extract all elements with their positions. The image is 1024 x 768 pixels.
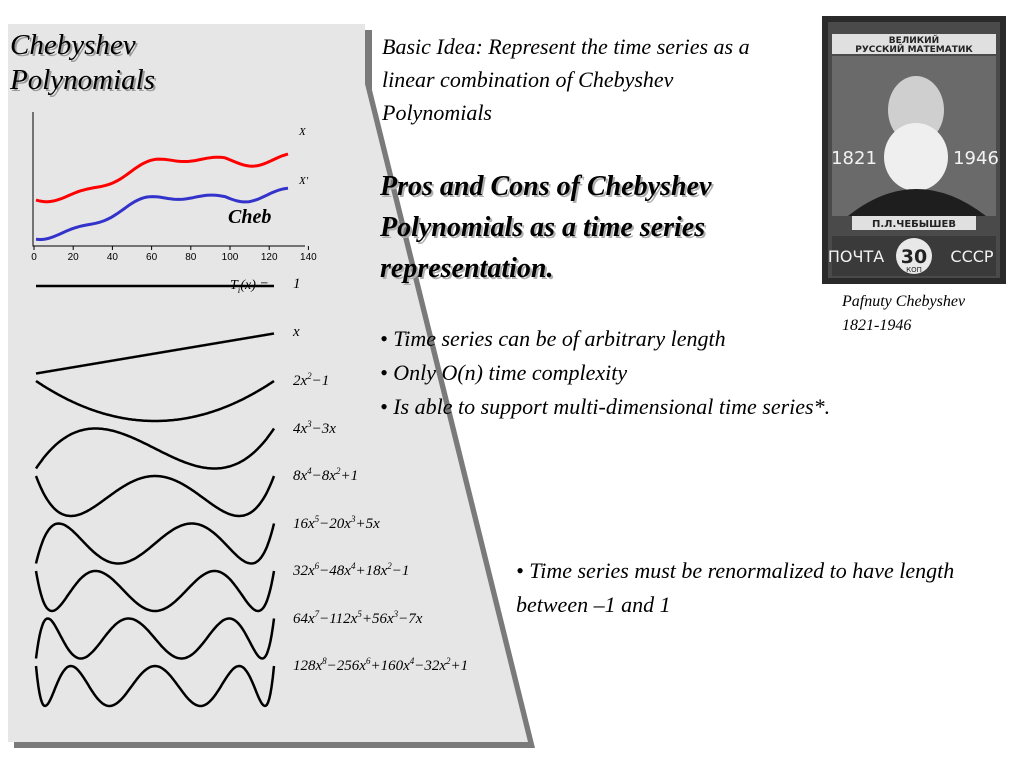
legend-x-prime: X' xyxy=(299,175,309,187)
basic-idea-text: Basic Idea: Represent the time series as a linear combination of Chebyshev Polynomials xyxy=(382,34,750,125)
stamp-bottom-right: СССР xyxy=(950,247,994,266)
x-tick-label: 60 xyxy=(146,252,158,263)
polynomial-formula-t8: $128x^8-256x^6+160x^4-32x^2+1$ xyxy=(293,656,469,674)
pros-bullet-list xyxy=(380,322,840,424)
pros-cons-heading: Pros and Cons of Chebyshev Polynomials as a time series representation. xyxy=(380,171,712,284)
x-tick-label: 0 xyxy=(31,252,37,263)
x-tick-label: 20 xyxy=(67,252,79,263)
polynomial-header: $T_i(x)$ = xyxy=(230,278,269,295)
x-tick-label: 100 xyxy=(221,252,239,263)
stamp-value-unit: КОП xyxy=(906,266,922,274)
caption-years: 1821-1946 xyxy=(842,317,912,334)
stamp-top-line2: РУССКИЙ МАТЕМАТИК xyxy=(855,45,973,55)
polynomial-formula-t3: $4x^3-3x$ xyxy=(293,418,336,437)
bullet-time-complexity: • Only O(n) time complexity xyxy=(380,360,628,385)
chebyshev-stamp-portrait xyxy=(818,12,1010,288)
polynomial-formula-t5: $16x^5-20x^3+5x$ xyxy=(293,513,380,532)
stamp-value: 30 xyxy=(900,246,928,268)
bullet-multidimensional: • Is able to support multi-dimensional time series*. xyxy=(380,394,831,419)
polynomial-formula-t1: x xyxy=(293,323,300,340)
stamp-year-right: 1946 xyxy=(953,148,999,169)
x-tick-label: 140 xyxy=(300,252,317,263)
mini-chart-label: Cheb xyxy=(228,206,272,228)
renormalize-note: • Time series must be renormalized to have length between –1 and 1 xyxy=(516,558,955,617)
stamp-name: П.Л.ЧЕБЫШЕВ xyxy=(872,219,956,230)
slide-title: Chebyshev Polynomials xyxy=(10,29,155,96)
caption-name: Pafnuty Chebyshev xyxy=(842,293,966,310)
polynomial-formula-t7: $64x^7-112x^5+56x^3-7x$ xyxy=(293,608,423,627)
polynomial-formula-t6: $32x^6-48x^4+18x^2-1$ xyxy=(293,561,410,579)
polynomial-formula-t0: 1 xyxy=(293,276,301,292)
portrait-caption xyxy=(842,290,1012,338)
stamp-top-line1: ВЕЛИКИЙ xyxy=(888,36,940,46)
x-tick-label: 120 xyxy=(260,252,278,263)
x-tick-label: 40 xyxy=(106,252,118,263)
x-tick-label: 80 xyxy=(185,252,197,263)
polynomial-formula-t2: $2x^2-1$ xyxy=(293,371,330,389)
bullet-arbitrary-length: • Time series can be of arbitrary length xyxy=(380,326,726,351)
stamp-bottom-left: ПОЧТА xyxy=(827,247,885,266)
polynomial-formula-t4: $8x^4-8x^2+1$ xyxy=(293,466,359,484)
legend-x: X xyxy=(299,126,306,138)
stamp-year-left: 1821 xyxy=(831,148,877,169)
